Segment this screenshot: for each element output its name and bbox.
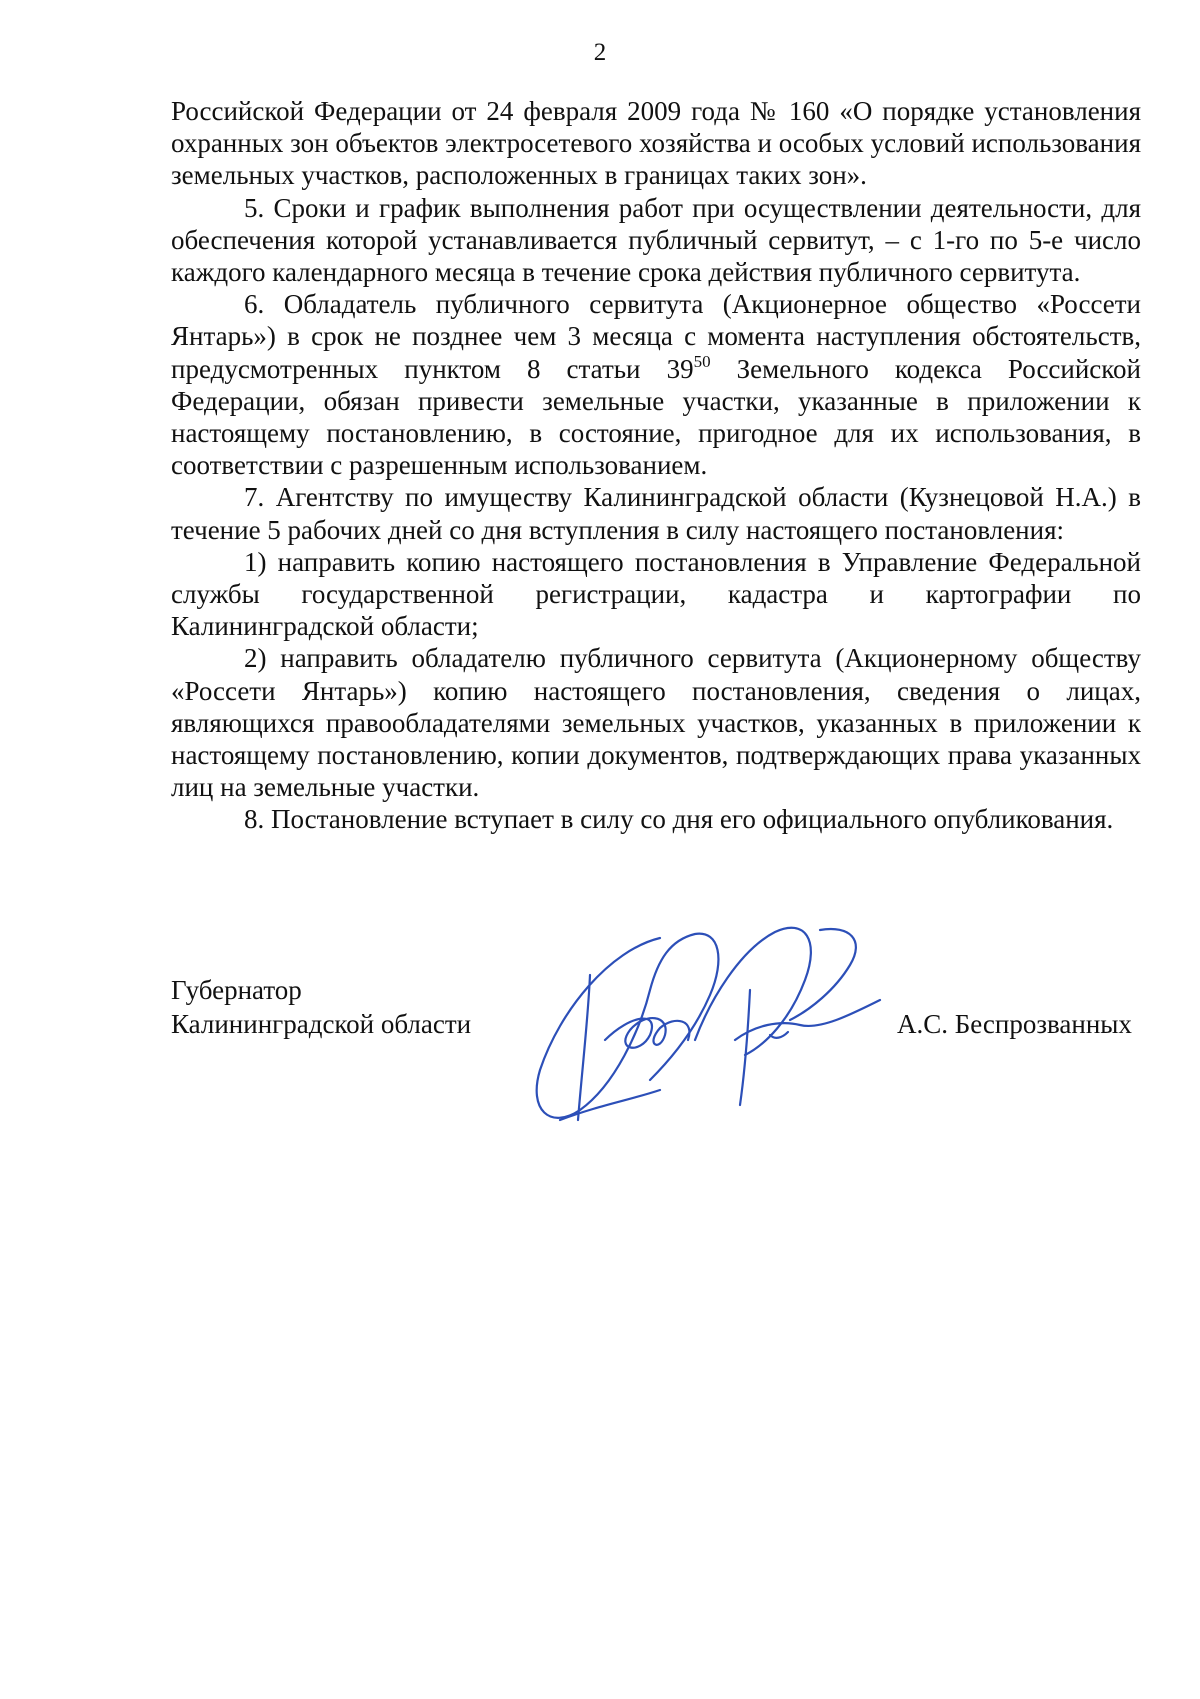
paragraph-subitem-2: 2) направить обладателю публичного сервитута (Акционерному обществу «Россети Янтарь») копию настоящего постановления, сведения о лицах, являющихся правообладателями земельных участков, указанных в приложении к настоящему постановлению, копии документов, подтверждающих права указанных лиц на земельные участки. [171,643,1141,803]
paragraph-item-5: 5. Сроки и график выполнения работ при осуществлении деятельности, для обеспечения которой устанавливается публичный сервитут, – с 1-го по 5-е число каждого календарного месяца в течение срока действия публичного сервитута. [171,192,1141,288]
paragraph-item-6 [171,288,1141,481]
paragraph-item-7: 7. Агентству по имуществу Калининградской области (Кузнецовой Н.А.) в течение 5 рабочих дней со дня вступления в силу настоящего постановления: [171,482,1141,545]
article-superscript: 50 [693,351,711,371]
paragraph-continuation: Российской Федерации от 24 февраля 2009 года № 160 «О порядке установления охранных зон объектов электросетевого хозяйства и особых условий использования земельных участков, расположенных в границах таких зон». [171,96,1141,191]
signer-name: А.С. Беспрозванных [897,1009,1132,1039]
signer-position [171,973,471,1041]
document-body [171,95,1141,836]
paragraph-item-6-text-a: 6. Обладатель публичного сервитута (Акционерное общество «Россети Янтарь») в срок не позднее чем 3 месяца с момента наступления обстоятельств, предусмотренных пунктом 8 статьи 39 [171,289,1141,384]
signer-position-line1: Губернатор [171,975,302,1005]
paragraph-item-6-text-b: Земельного кодекса Российской Федерации, обязан привести земельные участки, указанные в приложении к настоящему постановлению, в состояние, пригодное для их использования, в соответствии с разрешенным использованием. [171,353,1141,481]
signer-position-line2: Калининградской области [171,1009,472,1039]
paragraph-subitem-1: 1) направить копию настоящего постановления в Управление Федеральной службы государственной регистрации, кадастра и картографии по Калининградской области; [171,546,1141,642]
page-number: 2 [593,39,607,66]
handwritten-signature [520,920,910,1140]
paragraph-item-8: 8. Постановление вступает в силу со дня его официального опубликования. [244,804,1114,835]
